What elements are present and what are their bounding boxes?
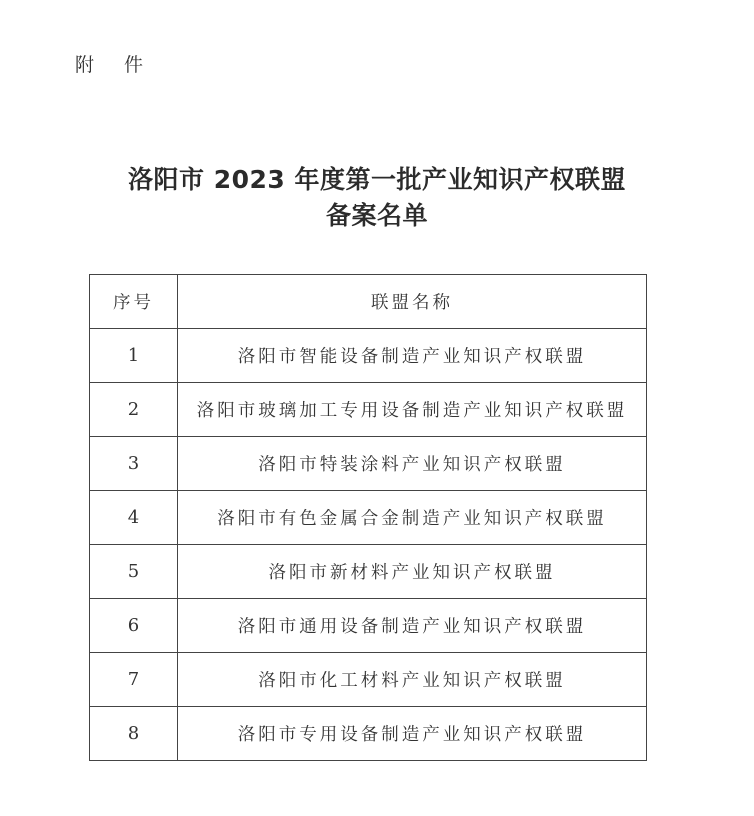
table-row (90, 599, 647, 653)
row-alliance-name: 洛阳市化工材料产业知识产权联盟 (178, 653, 647, 707)
table-header-row (90, 275, 647, 329)
document-subtitle: 备案名单 (325, 201, 428, 230)
row-alliance-name: 洛阳市有色金属合金制造产业知识产权联盟 (178, 491, 647, 545)
row-number: 5 (90, 545, 178, 599)
row-alliance-name: 洛阳市新材料产业知识产权联盟 (178, 545, 647, 599)
row-alliance-name: 洛阳市智能设备制造产业知识产权联盟 (178, 329, 647, 383)
attachment-label: 附 件 (75, 54, 156, 76)
row-number: 3 (90, 437, 178, 491)
row-number: 1 (90, 329, 178, 383)
row-alliance-name: 洛阳市特装涂料产业知识产权联盟 (178, 437, 647, 491)
row-number: 7 (90, 653, 178, 707)
row-number: 2 (90, 383, 178, 437)
row-number: 4 (90, 491, 178, 545)
table-row (90, 491, 647, 545)
row-alliance-name: 洛阳市通用设备制造产业知识产权联盟 (178, 599, 647, 653)
table-row (90, 437, 647, 491)
alliance-table (89, 274, 647, 761)
row-number: 6 (90, 599, 178, 653)
table-row (90, 707, 647, 761)
header-alliance-name: 联盟名称 (178, 275, 647, 329)
table-row (90, 653, 647, 707)
table-row (90, 545, 647, 599)
row-number: 8 (90, 707, 178, 761)
table-row (90, 329, 647, 383)
document-title: 洛阳市 2023 年度第一批产业知识产权联盟 (128, 165, 626, 194)
row-alliance-name: 洛阳市玻璃加工专用设备制造产业知识产权联盟 (178, 383, 647, 437)
table-row (90, 383, 647, 437)
row-alliance-name: 洛阳市专用设备制造产业知识产权联盟 (178, 707, 647, 761)
header-serial-number: 序号 (90, 275, 178, 329)
